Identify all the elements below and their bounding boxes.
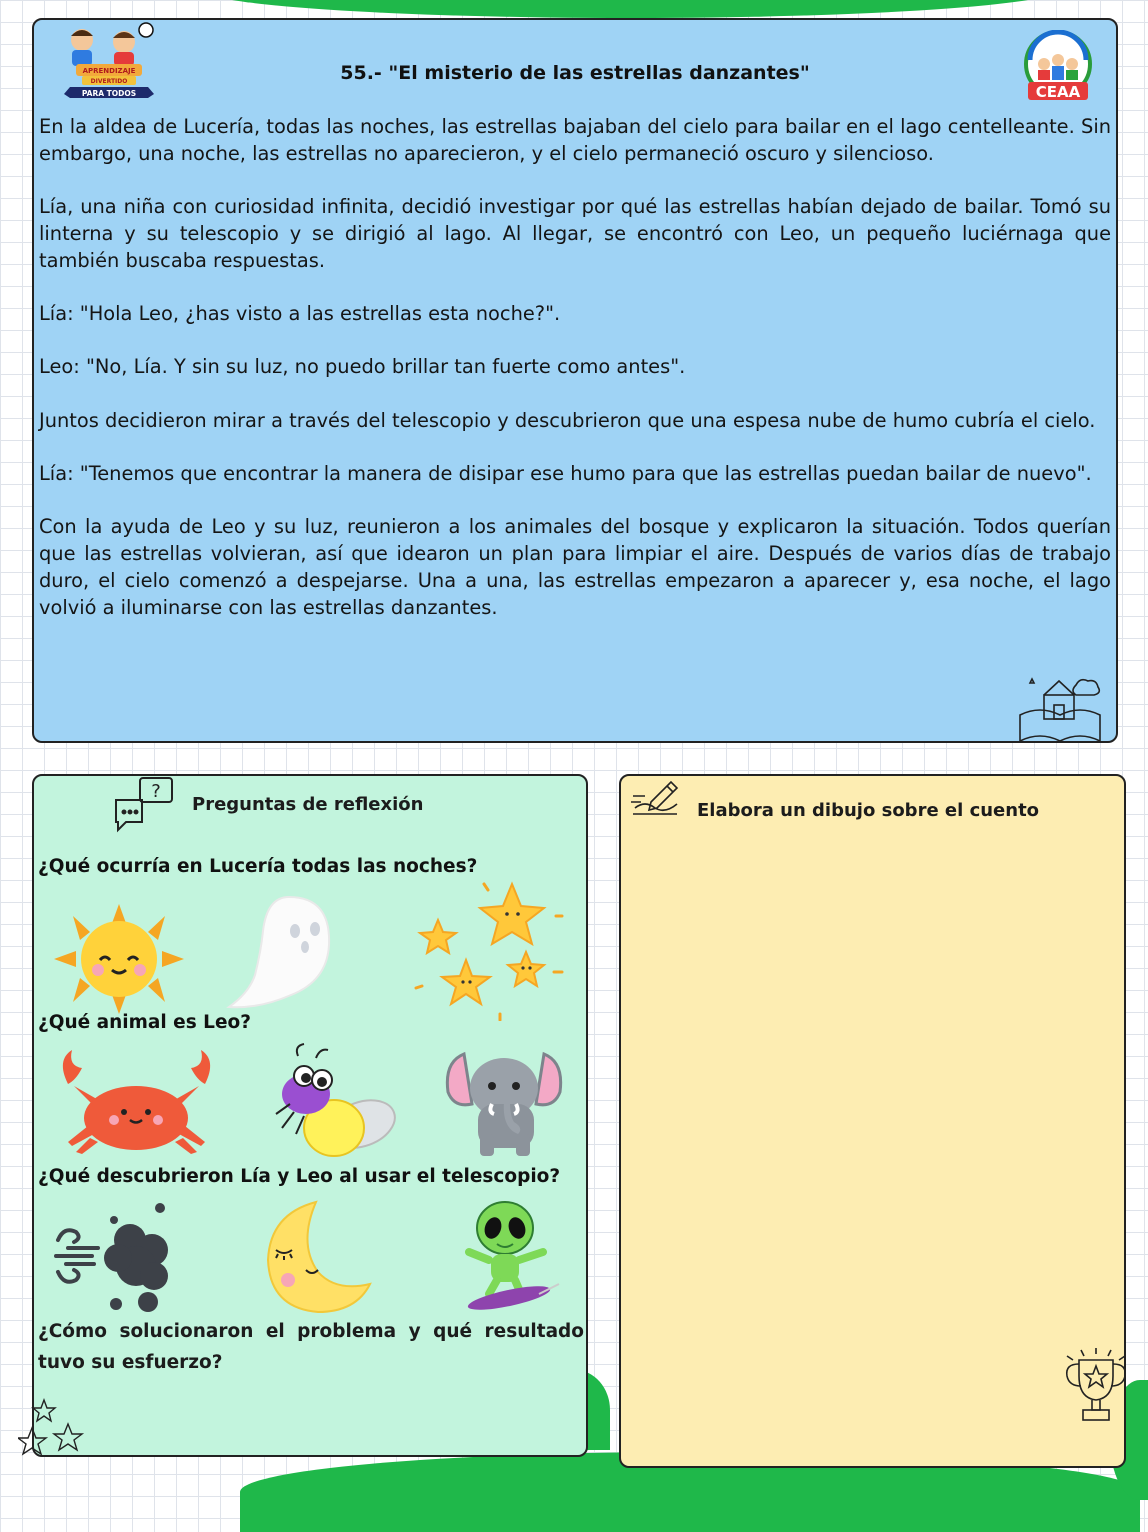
elephant-icon[interactable] [444,1048,564,1160]
question-3: ¿Qué descubrieron Lía y Leo al usar el telescopio? [38,1166,561,1187]
ghost-icon[interactable] [219,891,354,1016]
aprendizaje-divertido-logo [54,20,164,100]
ceaa-logo-text: CEAA [1035,83,1081,101]
logo-left-line-1: APRENDIZAJE [82,67,136,75]
alien-icon[interactable] [459,1198,569,1310]
question-1: ¿Qué ocurría en Lucería todas las noches? [38,856,478,877]
questions-heading: Preguntas de reflexión [192,794,424,815]
logo-left-line-3: PARA TODOS [81,89,137,98]
story-paragraph: Leo: "No, Lía. Y sin su luz, no puedo brillar tan fuerte como antes". [39,355,686,379]
pencil-writing-icon [627,778,685,818]
story-paragraph: Lía: "Tenemos que encontrar la manera de disipar ese humo para que las estrellas puedan bailar de nuevo". [39,462,1092,486]
story-paragraph: Con la ayuda de Leo y su luz, reunieron a los animales del bosque y explicaron la situación. Todos querían que las estrellas volvieran, así que idearon un plan para limpiar el aire. Después de varios días de trabajo duro, el cielo comenzó a despejarse. Una a una, las estrellas empezaron a aparecer y, esa noche, el lago volvió a iluminarse con las estrellas danzantes. [39,515,1111,619]
trophy-icon [1061,1346,1131,1426]
story-paragraph: Juntos decidieron mirar a través del telescopio y descubrieron que una espesa nube de humo cubría el cielo. [39,408,1096,432]
moon-icon[interactable] [256,1198,376,1316]
stars-doodle-icon [18,1398,88,1458]
drawing-card[interactable] [619,774,1126,1468]
question-2: ¿Qué animal es Leo? [38,1012,251,1033]
smoke-cloud-icon[interactable] [54,1200,174,1312]
question-bubble-icon [112,776,178,840]
story-card [32,18,1118,743]
story-body [39,114,1111,648]
firefly-icon[interactable] [264,1042,399,1167]
question-4: ¿Cómo solucionaron el problema y qué resultado tuvo su esfuerzo? [38,1321,584,1373]
crab-icon[interactable] [54,1046,219,1156]
drawing-heading: Elabora un dibujo sobre el cuento [697,800,1040,821]
top-green-blob [200,0,1060,18]
dancing-stars-icon[interactable] [414,876,564,1021]
story-paragraph: En la aldea de Lucería, todas las noches, las estrellas bajaban del cielo para bailar en el lago centelleante. Sin embargo, una noche, las estrellas no aparecieron, y el cielo permaneció oscuro y silencioso. [39,115,1111,165]
story-paragraph: Lía: "Hola Leo, ¿has visto a las estrellas esta noche?". [39,301,561,325]
questions-card [32,774,588,1457]
ceaa-logo [1022,30,1094,102]
question-mark: ? [151,781,161,802]
logo-left-line-2: DIVERTIDO [90,78,128,85]
sun-icon[interactable] [54,904,184,1014]
storybook-castle-icon [1014,675,1106,745]
story-title: 55.- "El misterio de las estrellas danzantes" [340,62,810,84]
story-paragraph: Lía, una niña con curiosidad infinita, decidió investigar por qué las estrellas habían dejado de bailar. Tomó su linterna y su telescopio y se dirigió al lago. Al llegar, se encontró con Leo, un pequeño luciérnaga que también buscaba respuestas. [39,195,1111,272]
